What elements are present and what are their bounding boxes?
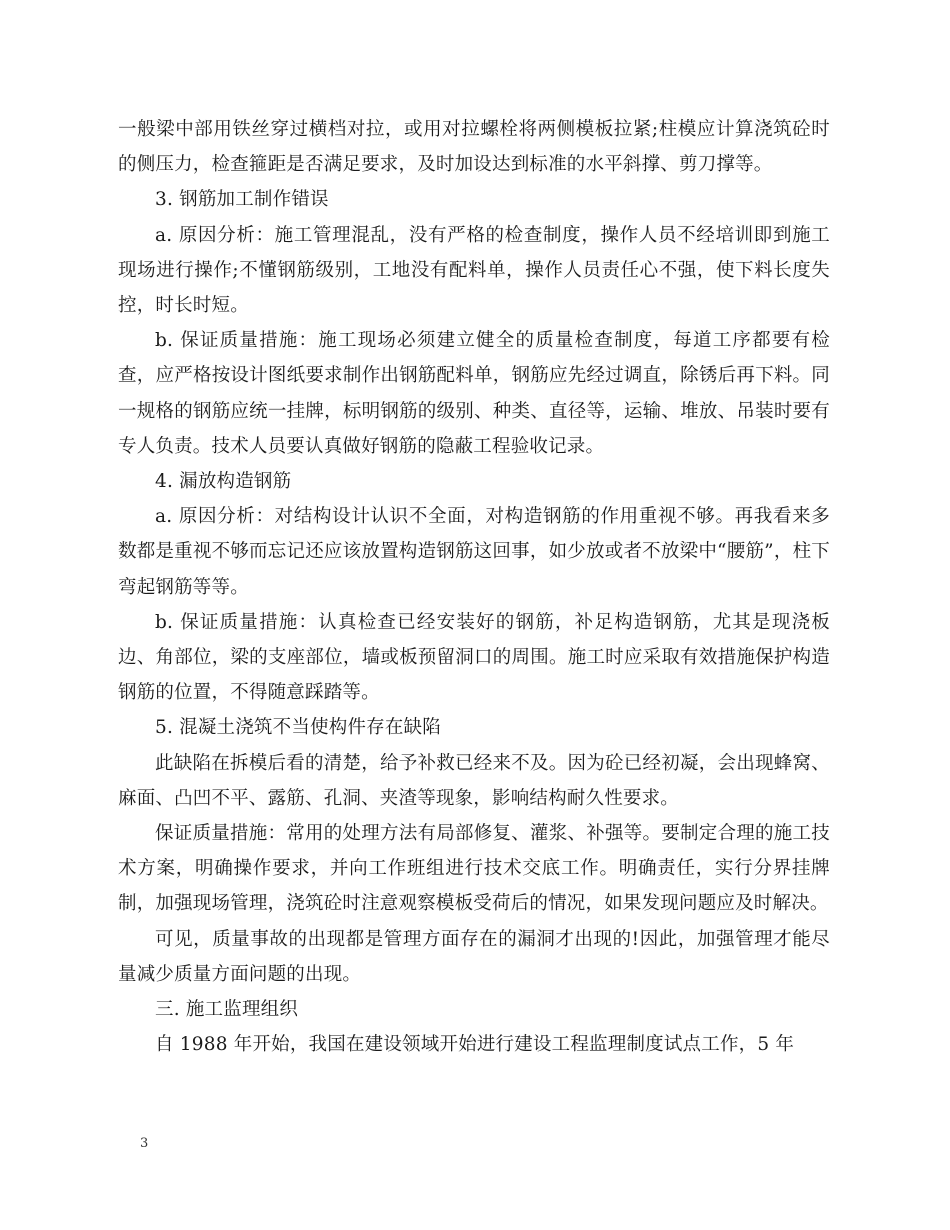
paragraph-missing-rebar-measures: b. 保证质量措施：认真检查已经安装好的钢筋，补足构造钢筋，尤其是现浇板边、角部位，梁的支座部位，墙或板预留洞口的周围。施工时应采取有效措施保护构造钢筋的位置，不得随意踩踏等。 [118, 611, 830, 704]
heading-missing-structural-rebar: 4. 漏放构造钢筋 [155, 471, 292, 493]
paragraph-concrete-defects-description: 此缺陷在拆模后看的清楚，给予补救已经来不及。因为砼已经初凝，会出现蜂窝、麻面、凸凹不平、露筋、孔洞、夹渣等现象，影响结构耐久性要求。 [118, 752, 830, 809]
paragraph-missing-rebar-cause: a. 原因分析：对结构设计认识不全面，对构造钢筋的作用重视不够。再我看来多数都是重视不够而忘记还应该放置构造钢筋这回事，如少放或者不放梁中“腰筋”，柱下弯起钢筋等等。 [118, 506, 830, 598]
paragraph-concrete-quality-measures: 保证质量措施：常用的处理方法有局部修复、灌浆、补强等。要制定合理的施工技术方案，明确操作要求，并向工作班组进行技术交底工作。明确责任，实行分界挂牌制，加强现场管理，浇筑砼时注意观察模板受荷后的情况，如果发现问题应及时解决。 [118, 823, 830, 915]
heading-rebar-fabrication-error: 3. 钢筋加工制作错误 [155, 189, 329, 211]
paragraph-rebar-cause-analysis: a. 原因分析：施工管理混乱，没有严格的检查制度，操作人员不经培训即到施工现场进行操作;不懂钢筋级别，工地没有配料单，操作人员责任心不强，使下料长度失控，时长时短。 [118, 224, 830, 317]
paragraph-management-conclusion: 可见，质量事故的出现都是管理方面存在的漏洞才出现的!因此，加强管理才能尽量减少质量方面问题的出现。 [118, 928, 830, 985]
page-number: 3 [140, 1136, 149, 1151]
paragraph-formwork-tie: 一般梁中部用铁丝穿过横档对拉，或用对拉螺栓将两侧模板拉紧;柱模应计算浇筑砼时的侧压力，检查箍距是否满足要求，及时加设达到标准的水平斜撑、剪刀撑等。 [118, 119, 830, 176]
heading-concrete-pouring-defects: 5. 混凝土浇筑不当使构件存在缺陷 [155, 717, 441, 739]
document-body [118, 112, 830, 1062]
heading-construction-supervision: 三. 施工监理组织 [155, 999, 299, 1021]
paragraph-rebar-quality-measures: b. 保证质量措施：施工现场必须建立健全的质量检查制度，每道工序都要有检查，应严格按设计图纸要求制作出钢筋配料单，钢筋应先经过调直，除锈后再下料。同一规格的钢筋应统一挂牌，标明钢筋的级别、种类、直径等，运输、堆放、吊装时要有专人负责。技术人员要认真做好钢筋的隐蔽工程验收记录。 [118, 330, 830, 457]
paragraph-supervision-history: 自 1988 年开始，我国在建设领域开始进行建设工程监理制度试点工作，5 年 [155, 1034, 795, 1056]
